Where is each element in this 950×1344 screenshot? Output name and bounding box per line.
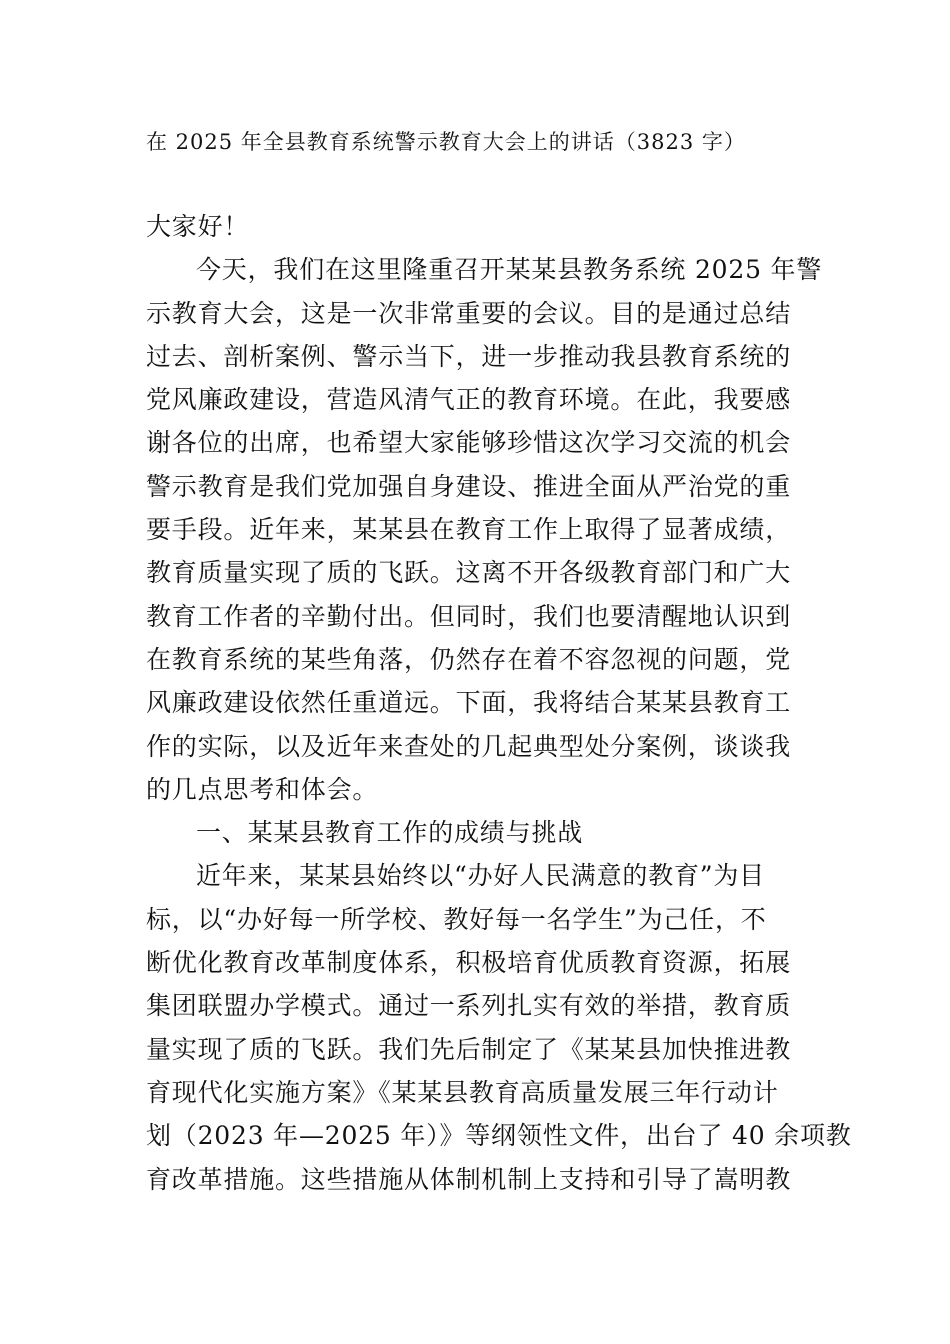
text-line: 量实现了质的飞跃。我们先后制定了《某某县加快推进教 <box>146 1034 792 1064</box>
text-line: 一、某某县教育工作的成绩与挑战 <box>196 818 584 848</box>
text-line: 教育工作者的辛勤付出。但同时，我们也要清醒地认识到 <box>146 601 792 631</box>
text-line: 党风廉政建设，营造风清气正的教育环境。在此，我要感 <box>146 385 792 415</box>
document-body <box>146 205 852 1201</box>
text-line: 今天，我们在这里隆重召开某某县教务系统 2025 年警 <box>196 255 823 285</box>
text-line: 过去、剖析案例、警示当下，进一步推动我县教育系统的 <box>146 341 792 371</box>
text-line: 谢各位的出席，也希望大家能够珍惜这次学习交流的机会 <box>146 428 792 458</box>
text-line: 要手段。近年来，某某县在教育工作上取得了显著成绩， <box>146 515 792 545</box>
text-line: 风廉政建设依然任重道远。下面，我将结合某某县教育工 <box>146 688 792 718</box>
text-line: 近年来，某某县始终以“办好人民满意的教育”为目 <box>196 861 765 891</box>
document-title: 在 2025 年全县教育系统警示教育大会上的讲话（3823 字） <box>146 130 746 154</box>
text-line: 划（2023 年—2025 年）》等纲领性文件，出台了 40 余项教 <box>146 1121 852 1151</box>
text-line: 大家好！ <box>146 212 250 241</box>
text-line: 示教育大会，这是一次非常重要的会议。目的是通过总结 <box>146 298 792 328</box>
text-line: 集团联盟办学模式。通过一系列扎实有效的举措，教育质 <box>146 991 792 1021</box>
text-line: 作的实际，以及近年来查处的几起典型处分案例，谈谈我 <box>146 731 792 761</box>
text-line: 教育质量实现了质的飞跃。这离不开各级教育部门和广大 <box>146 558 792 588</box>
text-line: 在教育系统的某些角落，仍然存在着不容忽视的问题，党 <box>146 644 792 674</box>
text-line: 标，以“办好每一所学校、教好每一名学生”为己任，不 <box>146 904 767 934</box>
text-line: 育改革措施。这些措施从体制机制上支持和引导了嵩明教 <box>146 1164 792 1194</box>
text-line: 断优化教育改革制度体系，积极培育优质教育资源，拓展 <box>146 948 792 978</box>
text-line: 警示教育是我们党加强自身建设、推进全面从严治党的重 <box>146 471 792 501</box>
text-line: 的几点思考和体会。 <box>146 774 379 804</box>
text-line: 育现代化实施方案》《某某县教育高质量发展三年行动计 <box>146 1077 779 1107</box>
